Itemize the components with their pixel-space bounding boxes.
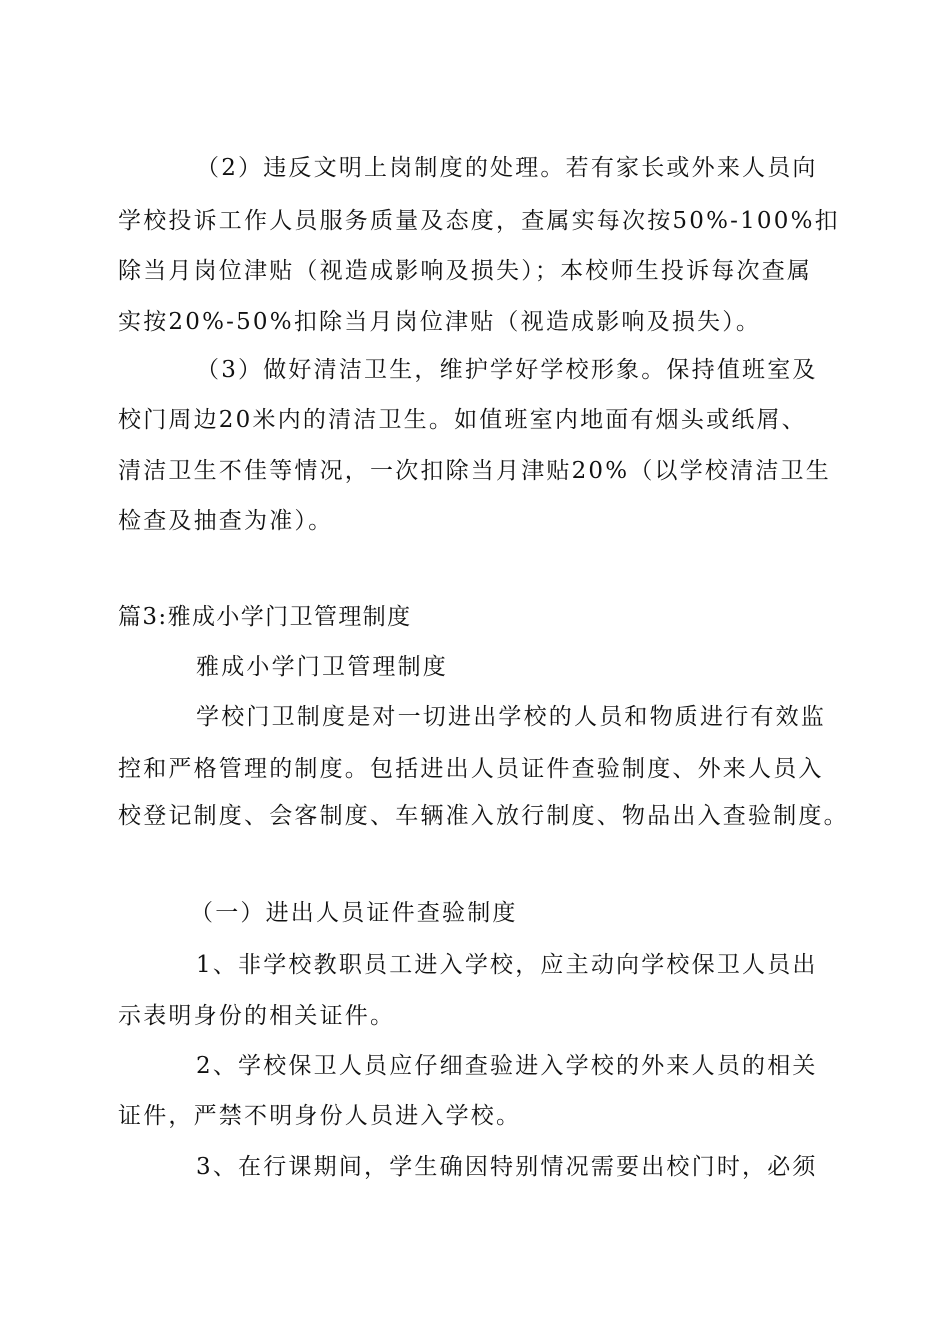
subsection-heading: （一）进出人员证件查验制度 (190, 900, 518, 926)
item-1-line-2: 示表明身份的相关证件。 (118, 1003, 396, 1029)
paragraph-2-line-2: 学校投诉工作人员服务质量及态度，查属实每次按50%-100%扣 (118, 208, 840, 234)
paragraph-2-line-4: 实按20%-50%扣除当月岗位津贴（视造成影响及损失）。 (118, 309, 762, 335)
intro-paragraph-line-2: 控和严格管理的制度。包括进出人员证件查验制度、外来人员入 (118, 756, 824, 782)
intro-paragraph-line-1: 学校门卫制度是对一切进出学校的人员和物质进行有效监 (196, 704, 826, 730)
paragraph-3-line-3: 清洁卫生不佳等情况，一次扣除当月津贴20%（以学校清洁卫生 (118, 458, 831, 484)
document-title: 雅成小学门卫管理制度 (196, 654, 448, 680)
item-1-line-1: 1、非学校教职员工进入学校，应主动向学校保卫人员出 (196, 952, 818, 978)
paragraph-2-line-3: 除当月岗位津贴（视造成影响及损失）；本校师生投诉每次查属 (118, 258, 813, 284)
paragraph-3-line-1: （3）做好清洁卫生，维护学好学校形象。保持值班室及 (196, 357, 818, 383)
intro-paragraph-line-3: 校登记制度、会客制度、车辆准入放行制度、物品出入查验制度。 (118, 803, 849, 829)
paragraph-3-line-2: 校门周边20米内的清洁卫生。如值班室内地面有烟头或纸屑、 (118, 407, 807, 433)
paragraph-2-line-1: （2）违反文明上岗制度的处理。若有家长或外来人员向 (196, 155, 818, 181)
item-2-line-2: 证件，严禁不明身份人员进入学校。 (118, 1103, 522, 1129)
section-heading: 篇3:雅成小学门卫管理制度 (118, 604, 412, 630)
item-3-line-1: 3、在行课期间，学生确因特别情况需要出校门时，必须 (196, 1154, 818, 1180)
paragraph-3-line-4: 检查及抽查为准）。 (118, 508, 334, 534)
item-2-line-1: 2、学校保卫人员应仔细查验进入学校的外来人员的相关 (196, 1053, 818, 1079)
